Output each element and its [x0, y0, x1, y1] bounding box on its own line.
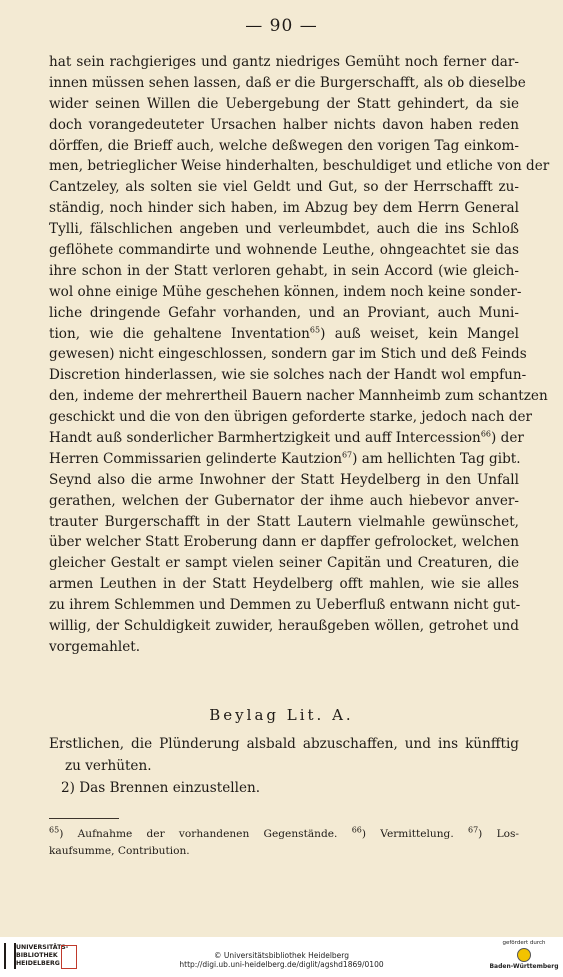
footnote-number-65: 65 — [49, 825, 60, 835]
text-line: ständig, noch hinder sich haben, im Abzug bey dem Herrn General — [49, 200, 519, 217]
text-line: vorgemahlet. — [49, 638, 141, 655]
text-segment: Handt auß sonderlicher Barmhertzigkeit und auff Intercession — [49, 430, 481, 447]
text-line: zu ihrem Schlemmen und Demmen zu Ueberfluß entwann nicht gut- — [49, 597, 521, 614]
copyright-notice — [0, 951, 563, 969]
annex-item-1-continuation: zu verhüten. — [65, 758, 152, 774]
text-line: ihre schon in der Statt verloren gehabt, in sein Accord (wie gleich- — [49, 262, 519, 279]
footnote-text-66: ) Vermittelung. — [361, 828, 454, 840]
text-line: armen Leuthen in der Statt Heydelberg offt mahlen, wie sie alles — [49, 576, 519, 593]
text-line: wol ohne einige Mühe geschehen können, indem noch keine sonder- — [49, 283, 522, 300]
library-footer — [0, 937, 563, 977]
funding-name: Baden-Württemberg — [489, 963, 559, 970]
footnote-line — [49, 826, 519, 843]
text-segment: ) auß weiset, kein Mangel — [320, 325, 519, 342]
text-segment: ) der — [491, 430, 524, 447]
footnote-line: kaufsumme, Contribution. — [49, 845, 190, 857]
footnotes — [49, 826, 519, 860]
text-line: gerathen, welchen der Gubernator der ihme auch hiebevor anver- — [49, 492, 519, 509]
text-segment: tion, wie die gehaltene Inventation — [49, 325, 310, 342]
state-emblem-icon — [517, 948, 531, 962]
text-line: Seynd also die arme Inwohner der Statt Heydelberg in den Unfall — [49, 471, 519, 488]
annex-item-1: Erstlichen, die Plünderung alsbald abzuschaffen, und ins künfftig — [49, 736, 519, 752]
footnote-ref-65: 65 — [309, 325, 321, 335]
text-line: dörffen, die Brieff auch, welche deßwegen den vorigen Tag einkom- — [49, 137, 519, 154]
text-line: liche dringende Gefahr vorhanden, und an Proviant, auch Muni- — [49, 304, 519, 321]
text-line: gewesen) nicht eingeschlossen, sondern gar im Stich und deß Feinds — [49, 346, 527, 363]
permalink[interactable]: http://digi.ub.uni-heidelberg.de/diglit/agshd1869/0100 — [179, 960, 384, 969]
text-line-with-footnote-65 — [49, 324, 519, 345]
annex-list — [49, 733, 519, 799]
footnote-text-67: ) Los- — [478, 828, 520, 840]
footnote-number-67: 67 — [467, 825, 479, 835]
text-line: gleicher Gestalt er sampt vielen seiner Capitän und Creaturen, die — [49, 555, 519, 572]
text-segment: Herren Commissarien gelinderte Kautzion — [49, 450, 342, 467]
footnote-text-65: ) Aufnahme der vorhandenen Gegenstände. — [59, 828, 338, 840]
text-line: geflöhete commandirte und wohnende Leuthe, ohngeachtet sie das — [49, 242, 519, 259]
text-line: willig, der Schuldigkeit zuwider, heraußgeben wöllen, getrohet und — [49, 618, 519, 635]
text-line: trauter Burgerschafft in der Statt Lautern vielmahle gewünschet, — [49, 513, 519, 530]
text-line-with-footnote-66 — [49, 428, 524, 449]
footnote-ref-67: 67 — [341, 450, 353, 460]
text-line: Tylli, fälschlichen angeben und verleumbdet, auch die ins Schloß — [49, 221, 519, 238]
funding-label: gefördert durch — [502, 940, 546, 946]
text-line-with-footnote-67 — [49, 449, 519, 470]
annex-heading: Beylag Lit. A. — [209, 706, 354, 724]
footnote-divider — [49, 818, 119, 819]
text-line: geschickt und die von den übrigen geforderte starke, jedoch nach der — [49, 409, 533, 426]
text-line: Cantzeley, als solten sie viel Geldt und Gut, so der Herrschafft zu- — [49, 179, 519, 196]
footnote-ref-66: 66 — [480, 429, 492, 439]
text-line: Discretion hinderlassen, wie sie solches nach der Handt wol empfun- — [49, 367, 527, 384]
main-text — [49, 52, 550, 658]
text-line: wider seinen Willen die Uebergebung der Statt gehindert, da sie — [49, 95, 519, 112]
logo-text-line: HEIDELBERG — [16, 960, 60, 967]
text-line: doch vorangedeuteter Ursachen halber nichts davon haben reden — [49, 116, 519, 133]
text-line: den, indeme der mehrertheil Bauern nacher Mannheimb zum schantzen — [49, 388, 548, 405]
text-line: men, betrieglicher Weise hinderhalten, beschuldiget und etliche von der — [49, 158, 550, 175]
text-line: hat sein rachgieriges und gantz niedriges Gemüht noch ferner dar- — [49, 54, 519, 70]
text-line: innen müssen sehen lassen, daß er die Burgerschafft, als ob dieselbe — [49, 74, 526, 91]
annex-item-2: 2) Das Brennen einzustellen. — [61, 780, 261, 796]
text-segment: ) am hellichten Tag gibt. — [352, 450, 521, 467]
text-line: über welcher Statt Eroberung dann er dapffer gefrolocket, welchen — [49, 534, 519, 551]
footnote-number-66: 66 — [351, 825, 362, 835]
page-number: — 90 — — [245, 16, 318, 36]
copyright-text: © Universitätsbibliothek Heidelberg — [213, 951, 349, 960]
logo-text-line: BIBLIOTHEK — [16, 952, 58, 959]
funding-badge — [489, 939, 559, 971]
logo-text-line: UNIVERSITÄTS- — [16, 944, 69, 951]
